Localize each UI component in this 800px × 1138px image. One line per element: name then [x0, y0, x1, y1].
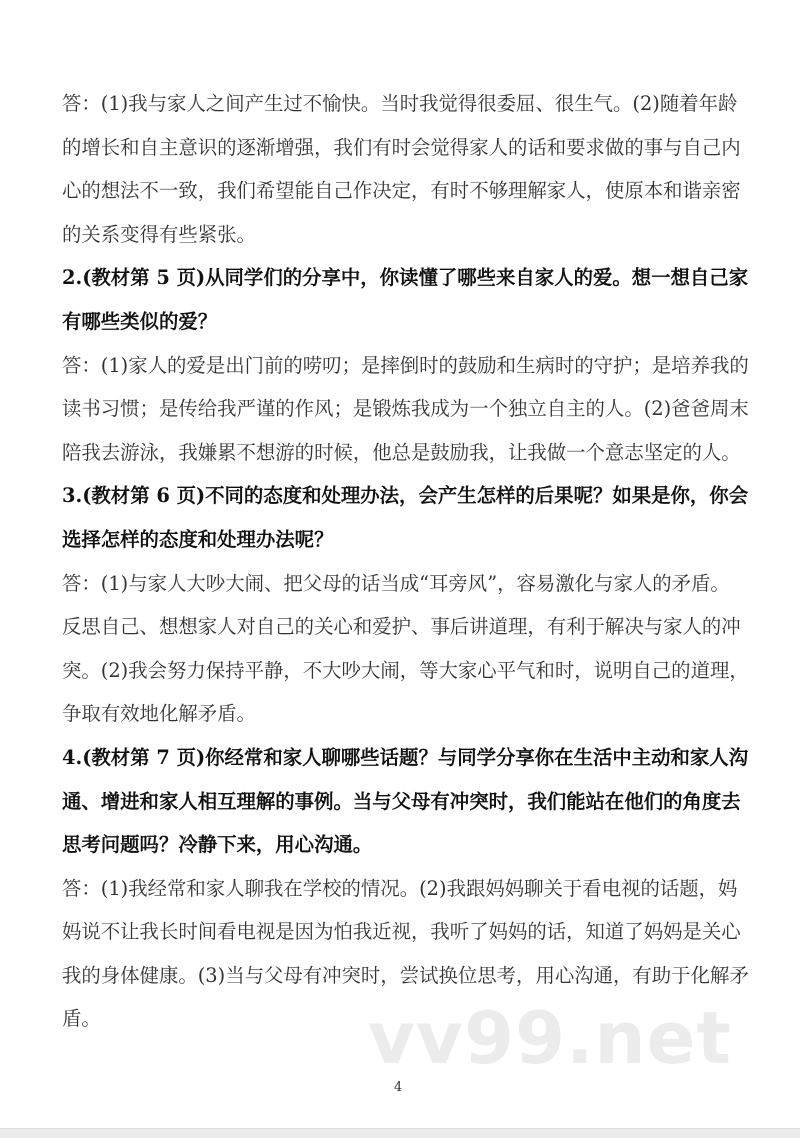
text-line: 答：(1)与家人大吵大闹、把父母的话当成“耳旁风”，容易激化与家人的矛盾。: [62, 571, 730, 595]
text-line: 答：(1)我与家人之间产生过不愉快。当时我觉得很委屈、很生气。(2)随着年龄: [62, 92, 738, 115]
text-line: 有哪些类似的爱？: [62, 309, 218, 333]
text-line: 4.(教材第 7 页)你经常和家人聊哪些话题？与同学分享你在生活中主动和家人沟: [62, 745, 749, 769]
text-line: 突。(2)我会努力保持平静，不大吵大闹，等大家心平气和时，说明自己的道理，: [62, 658, 749, 682]
text-line: 陪我去游泳，我嫌累不想游的时候，他总是鼓励我，让我做一个意志坚定的人。: [62, 440, 741, 464]
question-paragraph: [62, 736, 749, 867]
text-line: 通、增进和家人相互理解的事例。当与父母有冲突时，我们能站在他们的角度去: [62, 789, 741, 813]
text-line: 2.(教材第 5 页)从同学们的分享中，你读懂了哪些来自家人的爱。想一想自己家: [62, 266, 749, 290]
text-line: 3.(教材第 6 页)不同的态度和处理办法，会产生怎样的后果呢？如果是你，你会: [62, 484, 749, 508]
text-line: 的增长和自主意识的逐渐增强，我们有时会觉得家人的话和要求做的事与自己内: [62, 135, 741, 159]
page-number: 4: [394, 1080, 403, 1095]
text-line: 心的想法不一致，我们希望能自己作决定，有时不够理解家人，使原本和谐亲密: [62, 179, 741, 203]
question-paragraph: [62, 256, 749, 343]
text-line: 我的身体健康。(3)当与父母有冲突时，尝试换位思考，用心沟通，有助于化解矛: [62, 963, 749, 987]
document-body: [62, 82, 749, 1041]
answer-paragraph: [62, 82, 741, 256]
question-paragraph: [62, 474, 749, 561]
page-top-margin: [0, 0, 800, 60]
answer-paragraph: [62, 344, 749, 475]
text-line: 读书习惯；是传给我严谨的作风；是锻炼我成为一个独立自主的人。(2)爸爸周末: [62, 397, 749, 421]
text-line: 反思自己、想想家人对自己的关心和爱护、事后讲道理，有利于解决与家人的冲: [62, 615, 741, 639]
text-line: 答：(1)家人的爱是出门前的唠叨；是摔倒时的鼓励和生病时的守护；是培养我的: [62, 353, 749, 377]
text-line: 盾。: [62, 1007, 101, 1031]
text-line: 争取有效地化解矛盾。: [62, 702, 256, 726]
watermark: vv99.net: [368, 996, 732, 1080]
text-line: 的关系变得有些紧张。: [62, 222, 256, 246]
answer-paragraph: [62, 562, 749, 736]
text-line: 选择怎样的态度和处理办法呢？: [62, 527, 334, 551]
text-line: 答：(1)我经常和家人聊我在学校的情况。(2)我跟妈妈聊关于看电视的话题，妈: [62, 876, 738, 900]
text-line: 妈说不让我长时间看电视是因为怕我近视，我听了妈妈的话，知道了妈妈是关心: [62, 920, 741, 944]
text-line: 思考问题吗？冷静下来，用心沟通。: [62, 833, 373, 857]
